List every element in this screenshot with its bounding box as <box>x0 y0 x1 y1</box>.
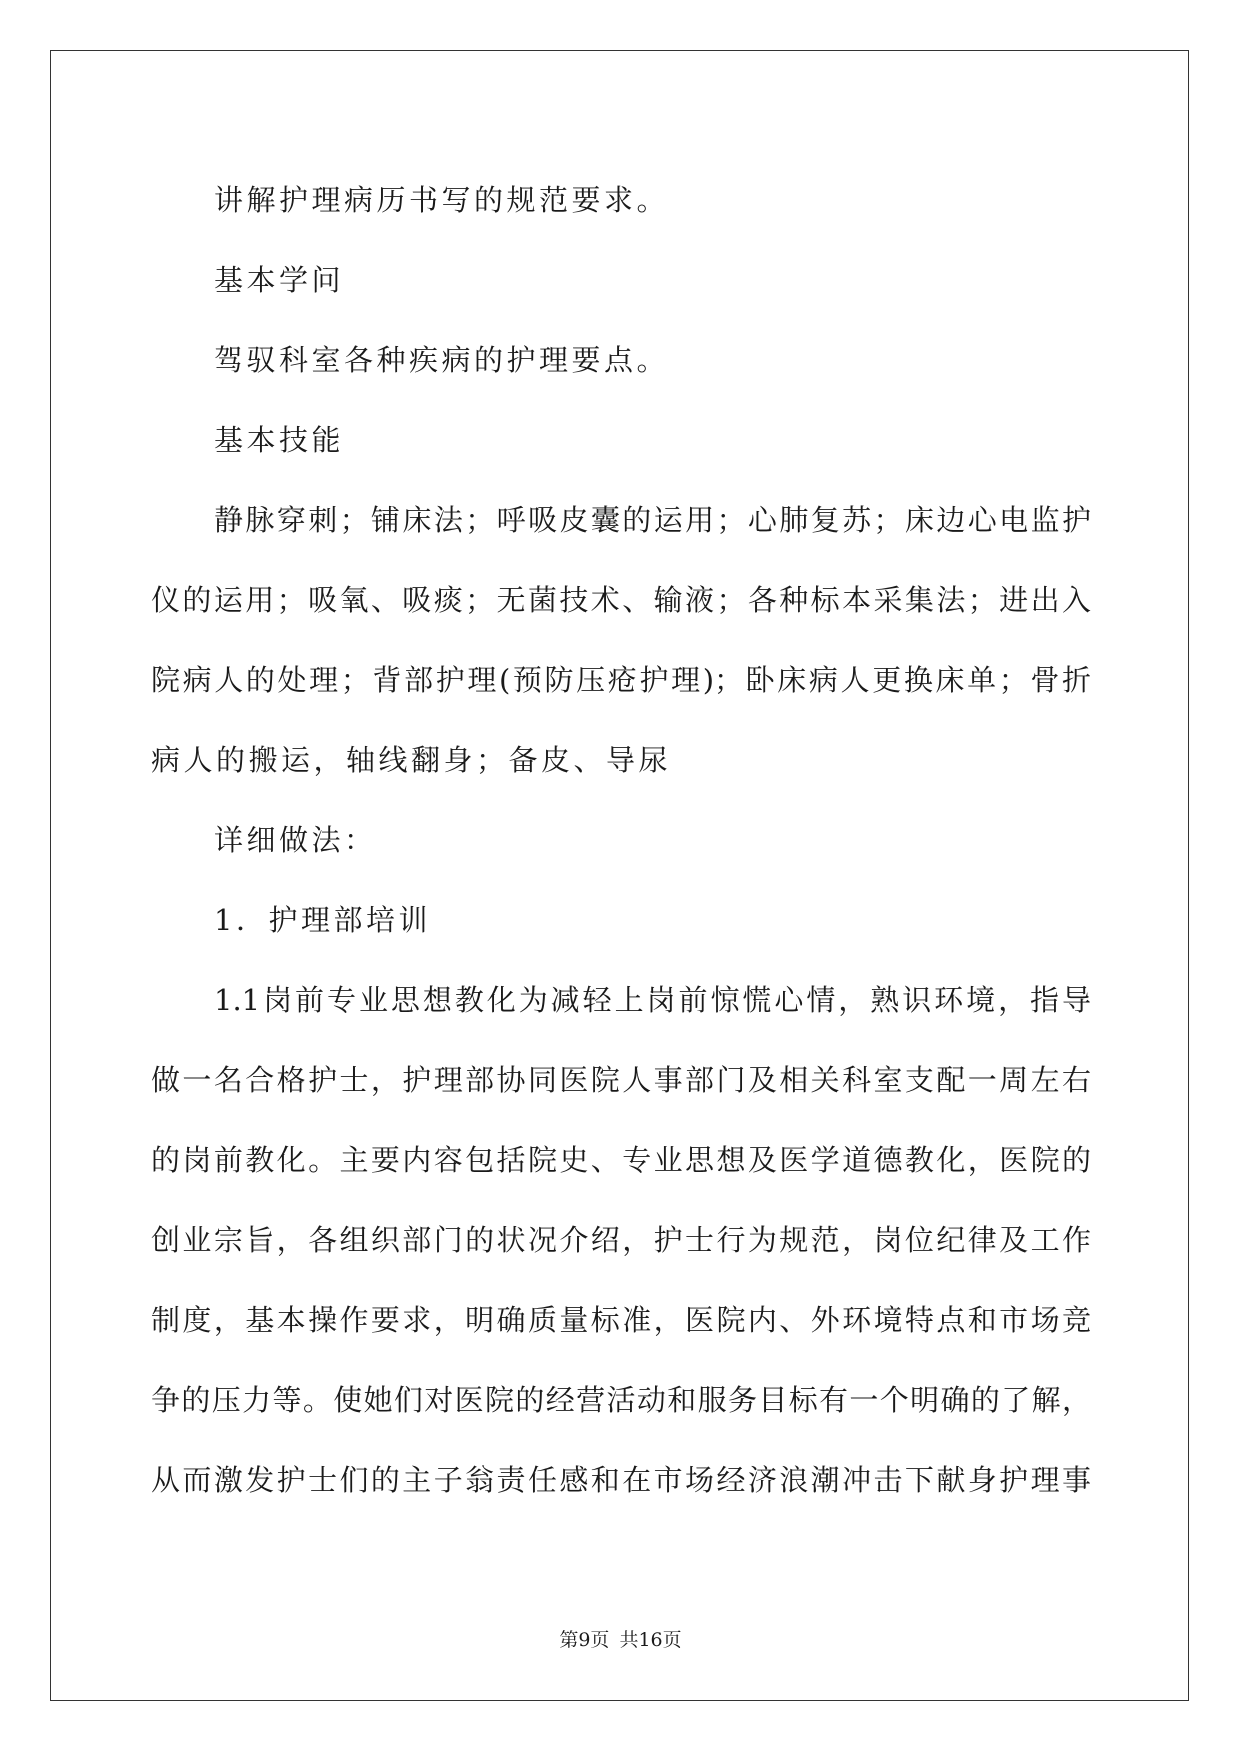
paragraph-line: 制度，基本操作要求，明确质量标准，医院内、外环境特点和市场竞 <box>151 1303 1091 1337</box>
paragraph-line: 仪的运用；吸氧、吸痰；无菌技术、输液；各种标本采集法；进出入 <box>151 583 1091 617</box>
paragraph-line: 争的压力等。使她们对医院的经营活动和服务目标有一个明确的了解， <box>151 1383 1091 1417</box>
paragraph-line: 的岗前教化。主要内容包括院史、专业思想及医学道德教化，医院的 <box>151 1143 1091 1177</box>
paragraph-line: 驾驭科室各种疾病的护理要点。 <box>214 343 670 377</box>
paragraph-line: 从而激发护士们的主子翁责任感和在市场经济浪潮冲击下献身护理事 <box>151 1463 1091 1497</box>
page-footer <box>0 1625 1241 1652</box>
paragraph-line: 院病人的处理；背部护理(预防压疮护理)；卧床病人更换床单；骨折 <box>151 663 1091 697</box>
paragraph-line: 创业宗旨，各组织部门的状况介绍，护士行为规范，岗位纪律及工作 <box>151 1223 1091 1257</box>
section-heading: 详细做法： <box>214 823 377 857</box>
page-number: 第9页 <box>559 1629 610 1651</box>
paragraph-line: 病人的搬运，轴线翻身；备皮、导尿 <box>151 743 672 777</box>
section-heading: 基本技能 <box>214 423 345 457</box>
paragraph-line: 做一名合格护士，护理部协同医院人事部门及相关科室支配一周左右 <box>151 1063 1091 1097</box>
paragraph-line: 1.1岗前专业思想教化为减轻上岗前惊慌心情，熟识环境，指导 <box>214 983 1091 1017</box>
paragraph-line: 讲解护理病历书写的规范要求。 <box>214 183 670 217</box>
document-body <box>151 160 1091 1520</box>
section-heading: 基本学问 <box>214 263 345 297</box>
paragraph-line: 静脉穿刺；铺床法；呼吸皮囊的运用；心肺复苏；床边心电监护 <box>214 503 1091 537</box>
section-heading: 1．护理部培训 <box>214 903 431 937</box>
page-total: 共16页 <box>619 1629 682 1651</box>
